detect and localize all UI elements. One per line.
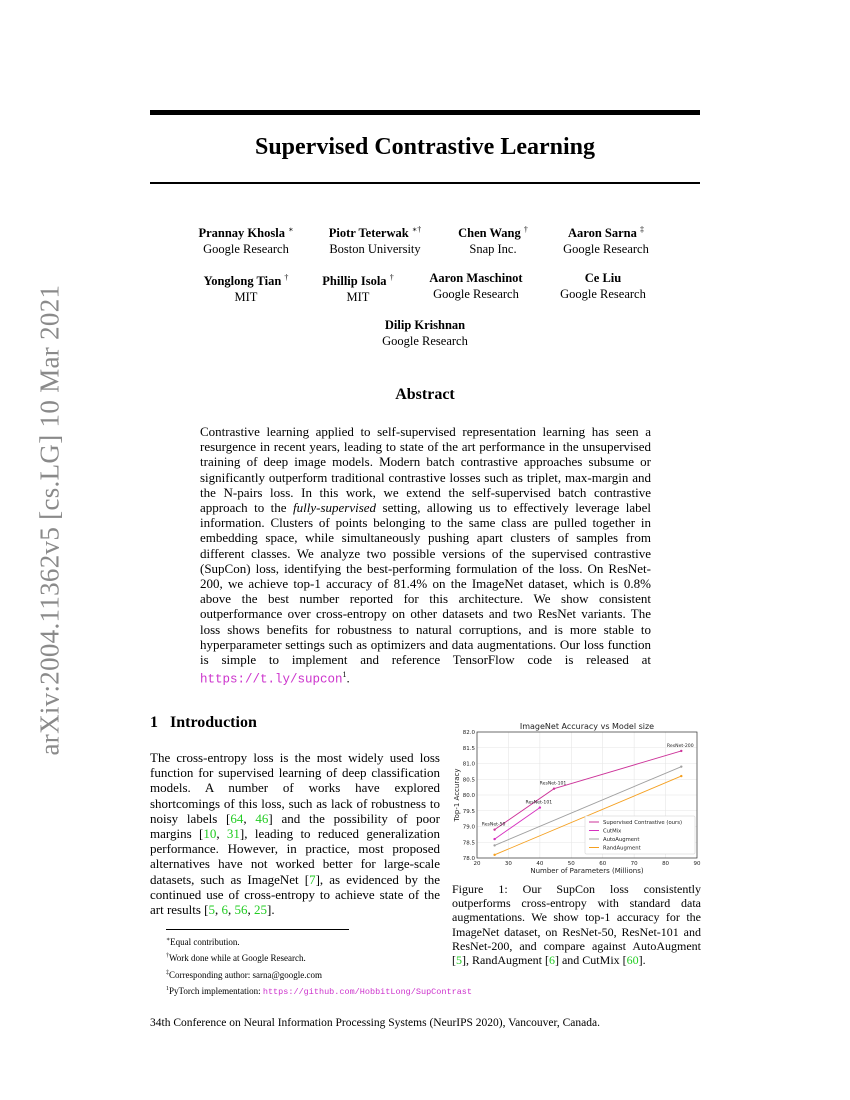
abstract-part: . [346, 670, 350, 686]
author-name: Dilip Krishnan [384, 318, 466, 332]
citation-link[interactable]: 46 [255, 810, 269, 826]
author-name: Phillip Isola [322, 274, 387, 289]
x-tick-label: 60 [599, 861, 607, 867]
section-title: Introduction [170, 714, 257, 731]
author-affiliation: Google Research [203, 242, 289, 257]
author-block [533, 270, 673, 302]
y-tick-label: 82.0 [462, 730, 475, 736]
y-tick-label: 78.5 [462, 840, 475, 847]
x-tick-label: 20 [473, 861, 481, 867]
author-block [355, 317, 495, 349]
citation-link[interactable]: 64 [230, 810, 244, 826]
author-block [536, 222, 676, 257]
y-axis-label: Top-1 Accuracy [453, 768, 461, 822]
data-point [493, 844, 495, 846]
author-affiliation: Snap Inc. [469, 242, 517, 257]
footnote-mark: 1 [342, 670, 347, 680]
author-name: Ce Liu [584, 271, 622, 285]
author-affiliation: Google Research [560, 287, 646, 301]
x-tick-label: 40 [536, 861, 544, 867]
paper-title: Supervised Contrastive Learning [254, 134, 595, 160]
author-affiliation: Google Research [382, 334, 468, 348]
section-number: 1 [150, 714, 158, 731]
citation-link[interactable]: 60 [626, 953, 639, 968]
data-point [493, 828, 495, 830]
arxiv-identifier: arXiv:2004.11362v5 [cs.LG] 10 Mar 2021 [34, 284, 65, 756]
footnote-item: ∗Equal contribution. [166, 937, 240, 947]
title-rule-bottom [150, 182, 700, 184]
author-affiliation: Google Research [433, 287, 519, 301]
author-mark: † [389, 273, 394, 282]
figure-1-chart [452, 720, 702, 880]
x-tick-label: 50 [567, 861, 575, 867]
y-tick-label: 79.5 [462, 808, 475, 815]
data-point [680, 775, 682, 777]
abstract-emphasis: fully-supervised [293, 500, 377, 516]
point-label: ResNet-50 [481, 822, 506, 828]
citation-link[interactable]: 5 [208, 902, 215, 918]
section-heading-introduction [150, 714, 257, 732]
y-tick-label: 78.0 [462, 856, 475, 862]
code-link[interactable]: https://t.ly/supcon [200, 672, 343, 687]
legend-label: RandAugment [603, 845, 641, 852]
citation-link[interactable]: 7 [309, 871, 316, 887]
citation-link[interactable]: 25 [253, 902, 267, 918]
footnotes [166, 933, 706, 999]
author-mark: ∗ [288, 225, 294, 234]
author-affiliation: Boston University [329, 242, 421, 257]
author-name: Chen Wang [458, 226, 521, 241]
author-affiliation: MIT [346, 290, 370, 305]
citation-link[interactable]: 56 [234, 902, 248, 918]
author-mark: † [284, 273, 289, 282]
x-tick-label: 70 [630, 861, 638, 867]
y-tick-label: 81.0 [462, 761, 475, 768]
x-tick-label: 90 [693, 861, 701, 867]
data-point [680, 750, 682, 752]
data-point [493, 854, 495, 856]
point-label: ResNet-200 [666, 743, 694, 749]
x-axis-label: Number of Parameters (Millions) [530, 867, 644, 875]
author-name: Yonglong Tian [203, 274, 282, 289]
footnote-divider [166, 929, 349, 930]
author-block [176, 222, 316, 257]
author-mark: ∗† [411, 225, 422, 234]
author-mark: † [523, 225, 528, 234]
author-name: Prannay Khosla [198, 226, 285, 241]
citation-link[interactable]: 6 [548, 953, 555, 968]
citation-link[interactable]: 10 [203, 826, 217, 842]
abstract-text [200, 424, 651, 688]
author-name: Piotr Teterwak [328, 226, 409, 241]
y-tick-label: 80.0 [462, 793, 475, 799]
y-tick-label: 79.0 [462, 824, 475, 831]
abstract-part: Contrastive learning applied to self-supervised representation learning has seen a resurgence in recent years, leading to state of the art performance in the unsupervised training of deep image models. Modern batch contrastive approaches subsume or significantly outperform traditional contrastive losses such as triplet, max-margin and the N-pairs loss. In this work, we extend the self-supervised batch contrastive approach to the [200, 424, 651, 516]
legend-label: Supervised Contrastive (ours) [603, 820, 683, 826]
accuracy-chart [452, 720, 702, 880]
abstract-part: setting, allowing us to effectively leverage label information. Clusters of points belonging to the same class are pulled together in embedding space, while simultaneously pushing apart clusters of samples from different classes. We analyze two possible versions of the supervised contrastive (SupCon) loss, identifying the best-performing formulation of the loss. On ResNet-200, we achieve top-1 accuracy of 81.4% on the ImageNet dataset, which is 0.8% above the best number reported for this architecture. We show consistent outperformance over cross-entropy on other datasets and two ResNet variants. The loss shows benefits for robustness to natural corruptions, and is more stable to hyperparameter settings such as optimizers and data augmentations. Our loss function is simple to implement and reference TensorFlow code is released at [200, 500, 651, 668]
footnote-item: †Work done while at Google Research. [166, 953, 306, 964]
x-tick-label: 30 [504, 861, 512, 867]
author-name: Aaron Maschinot [429, 271, 523, 285]
data-point [539, 806, 541, 808]
footnote-item: ‡Corresponding author: sarna@google.com [166, 969, 323, 980]
abstract-heading: Abstract [395, 386, 455, 403]
venue-footer: 34th Conference on Neural Information Processing Systems (NeurIPS 2020), Vancouver, Canada. [150, 1017, 600, 1029]
chart-title: ImageNet Accuracy vs Model size [519, 722, 655, 731]
point-label: ResNet-101 [525, 800, 553, 806]
y-tick-label: 81.5 [462, 745, 475, 752]
point-label: ResNet-101 [539, 781, 567, 787]
figure-caption: Figure 1: Our SupCon loss consistently outperforms cross-entropy with standard data augmentations. We show top-1 accuracy for the ImageNet dataset, on ResNet-50, ResNet-101 and ResNet-200, and compare against AutoAugment [5], RandAugment [6] and CutMix [60]. [452, 882, 701, 968]
citation-link[interactable]: 6 [221, 902, 228, 918]
citation-link[interactable]: 31 [226, 826, 240, 842]
author-mark: ‡ [640, 225, 644, 234]
legend-label: AutoAugment [603, 837, 640, 843]
citation-link[interactable]: 5 [456, 953, 462, 968]
intro-paragraph: The cross-entropy loss is the most widely used loss function for supervised learning of deep classification models. A number of works have explored shortcomings of this loss, such as lack of robustness to noisy labels [64, 46] and the possibility of poor margins [10, 31], leading to reduced generalization performance. However, in practice, most proposed alternatives have not worked better for large-scale datasets, such as ImageNet [7], as evidenced by the continued use of cross-entropy to achieve state of the art results [5, 6, 56, 25]. [150, 750, 440, 918]
data-point [680, 765, 682, 767]
data-point [553, 788, 555, 790]
x-tick-label: 80 [662, 861, 670, 867]
y-tick-label: 80.5 [462, 777, 475, 784]
legend-label: CutMix [603, 828, 622, 835]
title-rule-top [150, 110, 700, 115]
author-name: Aaron Sarna [567, 226, 637, 241]
data-point [493, 838, 495, 840]
author-block [406, 270, 546, 302]
footnote-item: $^1$PyTorch implementation: https://github.com/HobbitLong/SupContrast [166, 985, 472, 997]
author-affiliation: Google Research [563, 242, 649, 257]
pytorch-link[interactable]: https://github.com/HobbitLong/SupContrast [262, 986, 472, 997]
author-affiliation: MIT [234, 290, 258, 305]
